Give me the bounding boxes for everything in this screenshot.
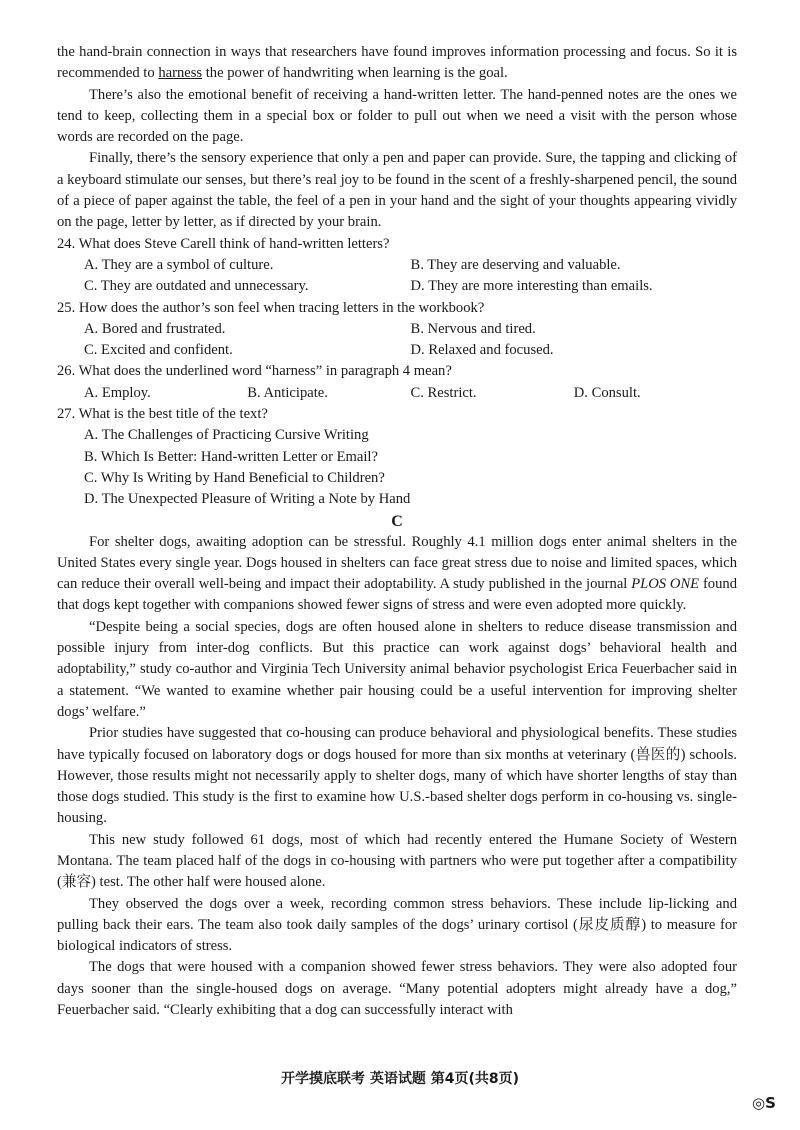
option: B. Anticipate.: [247, 384, 328, 401]
option: C. Restrict.: [410, 384, 477, 401]
option: D. They are more interesting than emails.: [410, 278, 653, 295]
text: the hand-brain connection in ways that researchers have found improves information processing and focus. So it is recommended to: [57, 44, 737, 82]
question-stem: 25. How does the author’s son feel when tracing letters in the workbook?: [57, 299, 485, 316]
section-heading: C: [391, 512, 403, 530]
option: D. The Unexpected Pleasure of Writing a Note by Hand: [84, 491, 411, 508]
option: C. They are outdated and unnecessary.: [84, 278, 309, 295]
journal-name: PLOS ONE: [631, 576, 700, 593]
option-row: [57, 255, 737, 276]
passage-c-paragraph: This new study followed 61 dogs, most of which had recently entered the Humane Society of Western Montana. The team placed half of the dogs in co-housing with partners who were put together after a compatibility (兼容) test. The other half were housed alone.: [57, 831, 737, 891]
text: found that dogs kept together with companions showed fewer signs of stress and were even adopted more quickly.: [57, 576, 737, 614]
logo-icon: ◎: [752, 1094, 766, 1112]
option: B. Which Is Better: Hand-written Letter or Email?: [84, 448, 378, 465]
option-row: [57, 340, 737, 361]
corner-mark: [752, 1094, 776, 1112]
passage-c-paragraph: “Despite being a social species, dogs are often housed alone in shelters to reduce disease transmission and possible injury from inter-dog conflicts. But this practice can work against dogs’ behavioral health and adoptability,” study co-author and Virginia Tech University animal behavior psychologist Erica Feuerbacher said in a statement. “We wanted to examine whether pair housing could be a useful intervention for improving shelter dogs’ welfare.”: [57, 618, 737, 720]
option: D. Consult.: [573, 384, 641, 401]
option-row: [57, 276, 737, 297]
option: A. They are a symbol of culture.: [84, 256, 274, 273]
option: B. They are deserving and valuable.: [410, 256, 621, 273]
passage-b-paragraph: Finally, there’s the sensory experience that only a pen and paper can provide. Sure, the tapping and clicking of a keyboard stimulate our senses, but there’s real joy to be found in the scent of a freshly-sharpened pencil, the sound of a piece of paper against the table, the feel of a pen in your hand and the sight of your thoughts appearing vividly on the page, letter by letter, as if directed by your brain.: [57, 150, 737, 231]
option-row: [57, 319, 737, 340]
passage-c-paragraph: The dogs that were housed with a companion showed fewer stress behaviors. They were also adopted four days sooner than the single-housed dogs on average. “Many potential adopters might already have a dog,” Feuerbacher said. “Clearly exhibiting that a dog can successfully interact with: [57, 959, 737, 1019]
exam-page: [57, 42, 737, 1021]
option: D. Relaxed and focused.: [410, 342, 554, 359]
corner-mark-text: S: [765, 1094, 776, 1112]
text: For shelter dogs, awaiting adoption can be stressful. Roughly 4.1 million dogs enter animal shelters in the United States every single year. Dogs housed in shelters can face great stress due to noise and limited spaces, which can reduce their overall well-being and impact their adoptability. A study published in the journal: [57, 533, 737, 593]
option-row: [57, 383, 737, 404]
passage-b-paragraph: There’s also the emotional benefit of receiving a hand-written letter. The hand-penned notes are the ones we tend to keep, collecting them in a special box or folder to pull out when we need a visit with the person whose words are recorded on the page.: [57, 86, 737, 146]
option: C. Excited and confident.: [84, 342, 233, 359]
underlined-word: harness: [158, 65, 203, 82]
question-stem: 26. What does the underlined word “harness” in paragraph 4 mean?: [57, 363, 452, 380]
page-footer: 开学摸底联考 英语试题 第4页(共8页): [280, 1071, 520, 1087]
option: B. Nervous and tired.: [410, 320, 536, 337]
text: the power of handwriting when learning is the goal.: [202, 65, 508, 82]
passage-c-paragraph: They observed the dogs over a week, recording common stress behaviors. These include lip-licking and pulling back their ears. The team also took daily samples of the dogs’ urinary cortisol (尿皮质醇) to measure for biological indicators of stress.: [57, 895, 737, 955]
passage-b-paragraph: [57, 42, 737, 85]
passage-c-paragraph: [57, 532, 737, 617]
option: A. Employ.: [84, 384, 151, 401]
passage-c-paragraph: Prior studies have suggested that co-housing can produce behavioral and physiological benefits. These studies have typically focused on laboratory dogs or dogs housed for more than six months at veterinary (兽医的) schools. However, those results might not necessarily apply to shelter dogs, many of which have shorter lengths of stay than those dogs studied. This study is the first to examine how U.S.-based shelter dogs perform in co-housing vs. single-housing.: [57, 725, 737, 827]
option: C. Why Is Writing by Hand Beneficial to Children?: [84, 469, 385, 486]
option: A. Bored and frustrated.: [84, 320, 226, 337]
question-stem: 27. What is the best title of the text?: [57, 406, 268, 423]
option: A. The Challenges of Practicing Cursive Writing: [84, 427, 369, 444]
question-stem: 24. What does Steve Carell think of hand-written letters?: [57, 235, 390, 252]
